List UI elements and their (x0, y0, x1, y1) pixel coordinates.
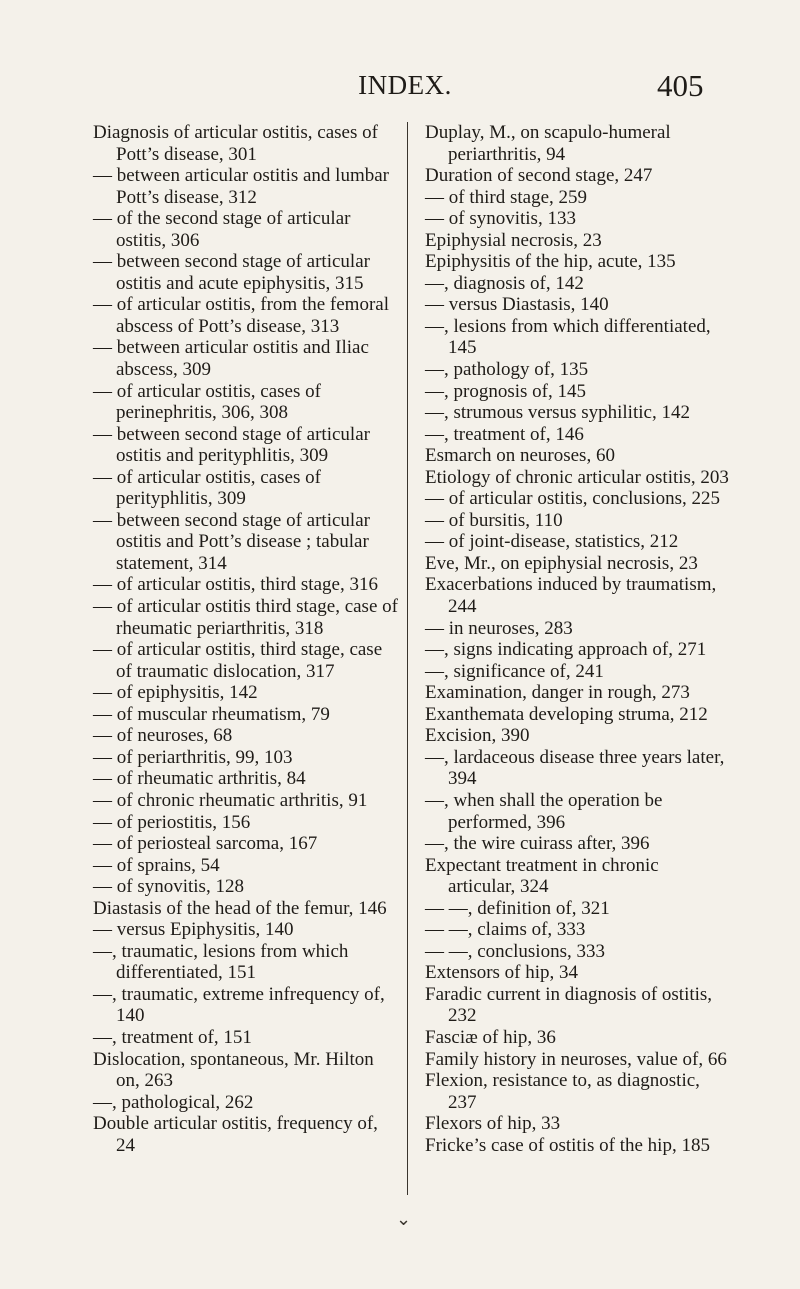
index-entry: Double articular ostitis, frequency of, 24 (93, 1113, 378, 1156)
index-entry: Expectant treatment in chronic articular, 324 (425, 854, 659, 898)
index-entry: —, traumatic, extreme infrequency of, 140 (93, 983, 385, 1027)
index-entry: — of synovitis, 128 (93, 876, 244, 898)
index-entry: Exanthemata developing struma, 212 (425, 703, 708, 725)
index-entry: — of periostitis, 156 (93, 811, 251, 833)
index-entry: — of neuroses, 68 (93, 725, 233, 747)
page-header (0, 70, 800, 110)
index-entry: Dislocation, spontaneous, Mr. Hilton on, 263 (93, 1048, 374, 1092)
index-entry: —, signs indicating approach of, 271 (425, 639, 707, 661)
index-entry: Esmarch on neuroses, 60 (425, 445, 615, 467)
index-entry: — of epiphysitis, 142 (93, 682, 258, 704)
index-entry: Diastasis of the head of the femur, 146 (93, 897, 387, 919)
index-entry: — between second stage of articular ostitis and perityphlitis, 309 (93, 423, 370, 467)
index-entry: — of joint-disease, statistics, 212 (425, 531, 679, 553)
index-entry: Diagnosis of articular ostitis, cases of Pott’s disease, 301 (93, 122, 378, 165)
index-entry: — versus Diastasis, 140 (425, 294, 609, 316)
index-entry: — of articular ostitis third stage, case of rheumatic periarthritis, 318 (93, 596, 398, 639)
index-entry: Flexors of hip, 33 (425, 1113, 561, 1135)
index-entry: — of periosteal sarcoma, 167 (93, 833, 318, 855)
index-entry: — of articular ostitis, cases of perityphlitis, 309 (93, 466, 321, 510)
index-entry: Examination, danger in rough, 273 (425, 682, 690, 704)
index-entry: — of articular ostitis, cases of perinephritis, 306, 308 (93, 380, 321, 424)
index-entry: Duration of second stage, 247 (425, 165, 653, 187)
index-entry: —, pathological, 262 (93, 1091, 254, 1113)
index-entry: —, lesions from which differentiated, 145 (425, 315, 711, 359)
index-entry: Flexion, resistance to, as diagnostic, 237 (425, 1070, 700, 1113)
index-entry: —, diagnosis of, 142 (425, 272, 584, 294)
page-number: 405 (657, 68, 704, 103)
index-entry: Excision, 390 (425, 725, 530, 747)
index-entry: — —, definition of, 321 (425, 897, 610, 919)
index-entry: Fricke’s case of ostitis of the hip, 185 (425, 1134, 710, 1156)
index-entry: —, strumous versus syphilitic, 142 (425, 402, 690, 424)
index-entry: —, the wire cuirass after, 396 (425, 833, 650, 855)
index-entry: — of rheumatic arthritis, 84 (93, 768, 306, 790)
index-entry: Exacerbations induced by traumatism, 244 (425, 574, 717, 618)
index-entry: — —, conclusions, 333 (425, 940, 605, 962)
bottom-mark: ⌄ (396, 1209, 412, 1229)
index-entry: —, traumatic, lesions from which differentiated, 151 (93, 940, 349, 984)
index-entry: — of bursitis, 110 (425, 509, 563, 531)
index-entry: — of articular ostitis, conclusions, 225 (425, 488, 720, 510)
index-entry: — of articular ostitis, from the femoral abscess of Pott’s disease, 313 (93, 294, 389, 337)
index-entry: Etiology of chronic articular ostitis, 203 (425, 466, 729, 488)
index-entry: — of articular ostitis, third stage, 316 (93, 574, 378, 596)
index-entry: — between second stage of articular ostitis and acute epiphysitis, 315 (93, 251, 370, 294)
index-column-left (93, 122, 399, 1156)
index-entry: — —, claims of, 333 (425, 919, 586, 941)
index-column-right (425, 122, 730, 1156)
index-entry: — between articular ostitis and Iliac abscess, 309 (93, 337, 369, 381)
index-entry: — versus Epiphysitis, 140 (93, 919, 294, 941)
index-entry: — between articular ostitis and lumbar Pott’s disease, 312 (93, 165, 389, 208)
index-entry: — of synovitis, 133 (425, 208, 576, 230)
index-entry: — of chronic rheumatic arthritis, 91 (93, 789, 368, 811)
index-entry: — of third stage, 259 (425, 186, 588, 208)
index-entry: — in neuroses, 283 (425, 617, 573, 639)
index-entry: — of sprains, 54 (93, 854, 220, 876)
index-entry: — of muscular rheumatism, 79 (93, 703, 330, 725)
index-entry: —, treatment of, 146 (425, 423, 584, 445)
index-entry: —, prognosis of, 145 (425, 380, 586, 402)
index-entry: Extensors of hip, 34 (425, 962, 579, 984)
index-entry: — of the second stage of articular ostitis, 306 (93, 208, 351, 251)
index-entry: —, lardaceous disease three years later, 394 (425, 746, 725, 790)
index-entry: Fasciæ of hip, 36 (425, 1026, 556, 1048)
index-entry: —, when shall the operation be performed, 396 (425, 789, 663, 833)
index-entry: Epiphysial necrosis, 23 (425, 229, 602, 251)
index-entry: — of articular ostitis, third stage, case of traumatic dislocation, 317 (93, 639, 383, 682)
index-entry: Epiphysitis of the hip, acute, 135 (425, 251, 676, 273)
index-entry: —, pathology of, 135 (425, 359, 589, 381)
index-title: INDEX. (358, 70, 452, 100)
index-entry: Family history in neuroses, value of, 66 (425, 1048, 727, 1070)
index-entry: — between second stage of articular ostitis and Pott’s disease ; tabular statement, 314 (93, 509, 370, 574)
column-divider (407, 122, 408, 1195)
index-entry: Faradic current in diagnosis of ostitis, 232 (425, 983, 713, 1027)
index-entry: —, significance of, 241 (425, 660, 604, 682)
index-entry: — of periarthritis, 99, 103 (93, 746, 293, 768)
index-entry: Eve, Mr., on epiphysial necrosis, 23 (425, 552, 698, 574)
index-entry: Duplay, M., on scapulo-humeral periarthritis, 94 (425, 122, 671, 165)
index-entry: —, treatment of, 151 (93, 1026, 252, 1048)
